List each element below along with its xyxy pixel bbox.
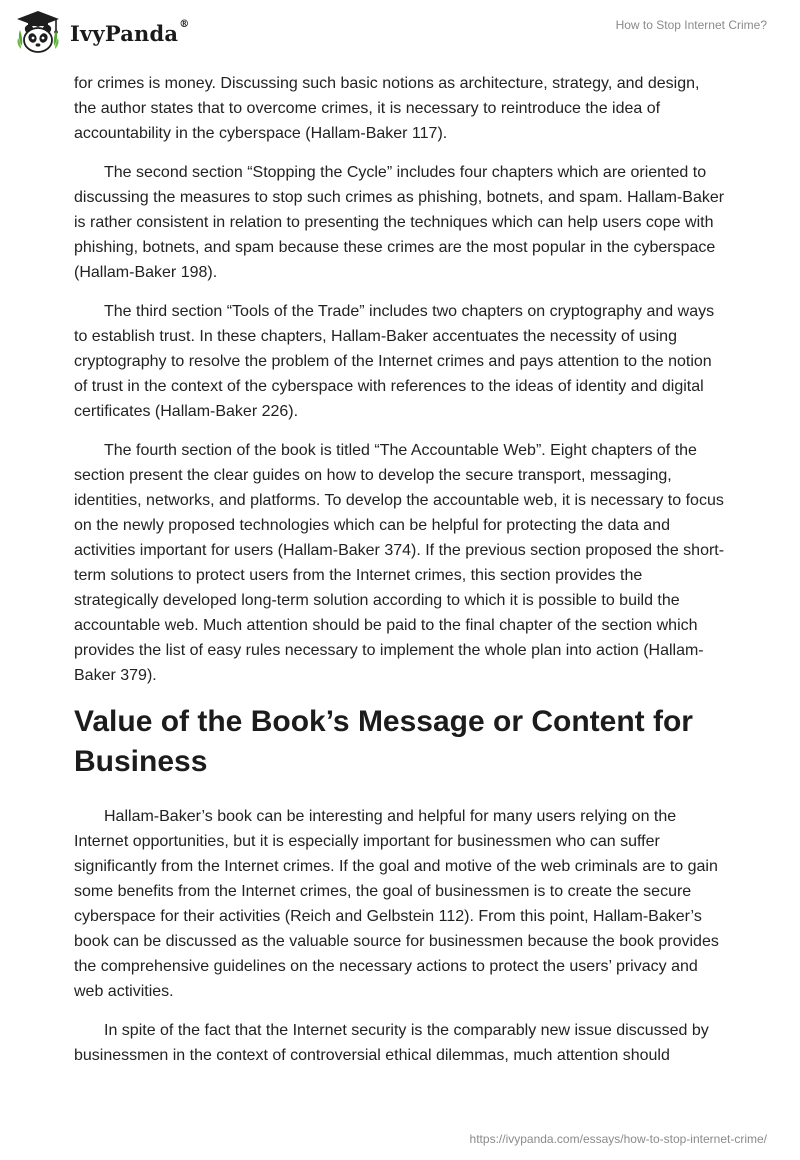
- document-title: How to Stop Internet Crime?: [615, 18, 767, 32]
- ivypanda-logo[interactable]: [14, 8, 189, 56]
- page-header: [0, 0, 800, 64]
- panda-logo-icon: [14, 8, 62, 56]
- paragraph: The third section “Tools of the Trade” includes two chapters on cryptography and ways to establish trust. In these chapters, Hallam-Baker accentuates the necessity of using cryptography to resolve the problem of the Internet crimes and pays attention to the notion of trust in the context of the cyberspace with references to the ideas of identity and digital certificates (Hallam-Baker 226).: [74, 303, 715, 420]
- paragraph: The fourth section of the book is titled “The Accountable Web”. Eight chapters of the section present the clear guides on how to develop the secure transport, messaging, identities, networks, and platforms. To develop the accountable web, it is necessary to focus on the newly proposed technologies which can be helpful for protecting the data and activities important for users (Hallam-Baker 374). If the previous section proposed the short-term solutions to protect users from the Internet crimes, this section provides the strategically developed long-term solution according to which it is possible to build the accountable web. Much attention should be paid to the final chapter of the section which provides the list of easy rules necessary to implement the whole plan into action (Hallam-Baker 379).: [74, 442, 725, 684]
- paragraph: Hallam-Baker’s book can be interesting and helpful for many users relying on the Internet opportunities, but it is especially important for businessmen who can suffer significantly from the Internet crimes. If the goal and motive of the web criminals are to gain some benefits from the Internet crimes, the goal of businessmen is to create the secure cyberspace for their activities (Reich and Gelbstein 112). From this point, Hallam-Baker’s book can be discussed as the valuable source for businessmen because the book provides the comprehensive guidelines on the necessary actions to protect the users’ privacy and web activities.: [74, 808, 719, 1000]
- footer-url-link[interactable]: https://ivypanda.com/essays/how-to-stop-internet-crime/: [469, 1132, 767, 1146]
- logo-text: IvyPanda®: [70, 18, 190, 46]
- section-heading: Value of the Book’s Message or Content for Business: [74, 705, 693, 778]
- paragraph: for crimes is money. Discussing such basic notions as architecture, strategy, and design, the author states that to overcome crimes, it is necessary to reintroduce the idea of accountability in the cyberspace (Hallam-Baker 117).: [74, 75, 700, 142]
- paragraph: In spite of the fact that the Internet security is the comparably new issue discussed by businessmen in the context of controversial ethical dilemmas, much attention should: [74, 1022, 709, 1064]
- paragraph: The second section “Stopping the Cycle” includes four chapters which are oriented to discussing the measures to stop such crimes as phishing, botnets, and spam. Hallam-Baker is rather consistent in relation to presenting the techniques which can help users cope with phishing, botnets, and spam because these crimes are the most popular in the cyberspace (Hallam-Baker 198).: [74, 164, 725, 281]
- essay-body: [74, 71, 726, 1082]
